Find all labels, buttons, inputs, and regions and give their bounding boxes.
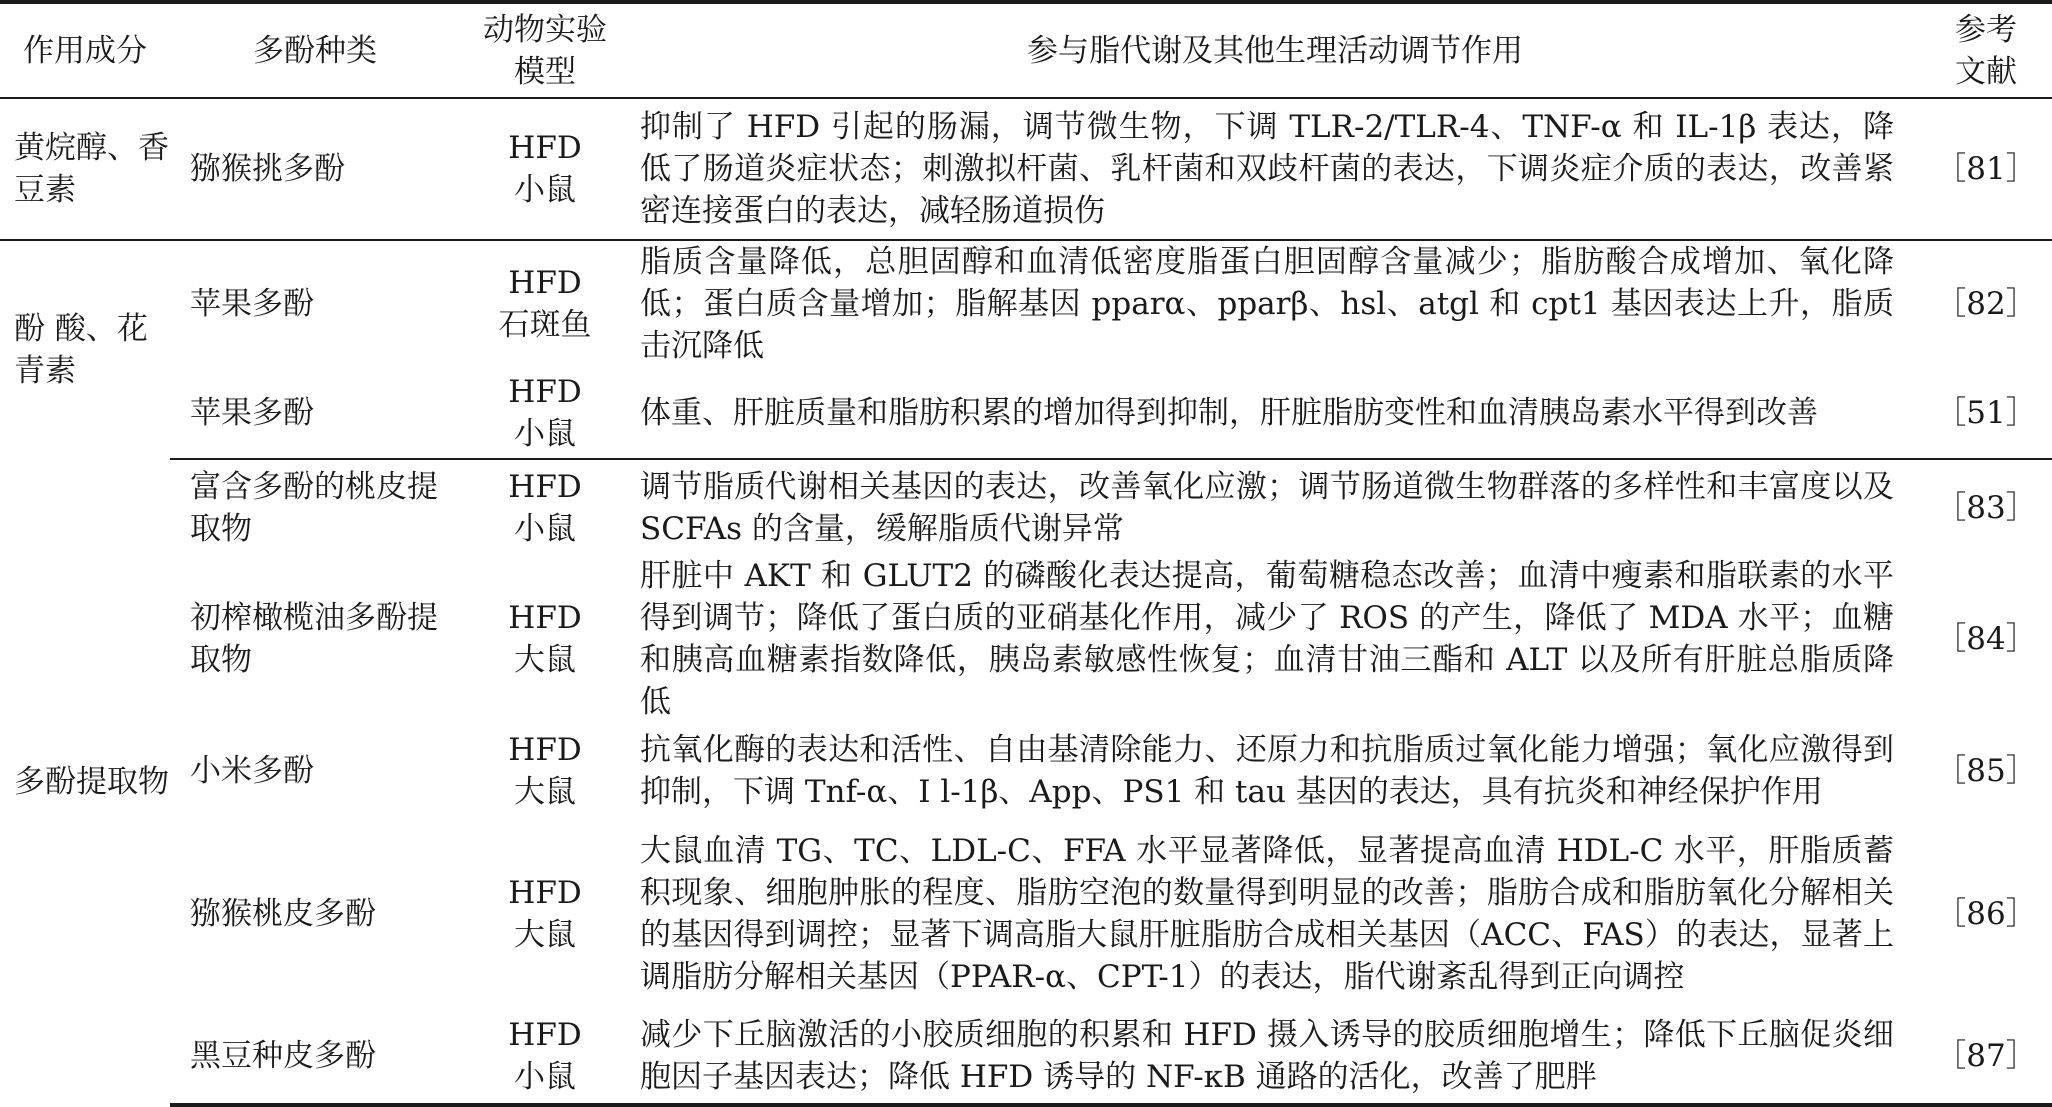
ref-cell: ［82］ bbox=[1935, 286, 2037, 322]
component-cell: 酚 酸、花青素 bbox=[14, 311, 148, 389]
polyphenol-cell: 苹果多酚 bbox=[190, 286, 314, 322]
effect-cell: 肝脏中 AKT 和 GLUT2 的磷酸化表达提高，葡萄糖稳态改善；血清中瘦素和脂联素的水平得到调节；降低了蛋白质的亚硝基化作用，减少了 ROS 的产生，降低了 MDA 水平；血糖和胰高血糖素指数降低，胰岛素敏感性恢复；血清甘油三酯和 ALT 以及所有肝脏总脂质降低 bbox=[640, 558, 1894, 720]
table-row bbox=[0, 819, 2052, 1009]
effect-cell: 抑制了 HFD 引起的肠漏，调节微生物，下调 TLR-2/TLR-4、TNF-α 和 IL-1β 表达，降低了肠道炎症状态；刺激拟杆菌、乳杆菌和双歧杆菌的表达，下调炎症介质的表达，改善紧密连接蛋白的表达，减轻肠道损伤 bbox=[630, 98, 1920, 240]
model-line1: HFD bbox=[508, 130, 582, 166]
table-row bbox=[0, 459, 2052, 555]
header-ref bbox=[1920, 2, 2052, 98]
table-row bbox=[0, 723, 2052, 819]
header-ref-line2: 文献 bbox=[1955, 53, 2017, 90]
polyphenol-cell: 初榨橄榄油多酚提取物 bbox=[190, 600, 438, 678]
model-cell bbox=[460, 819, 630, 1009]
effect-cell: 调节脂质代谢相关基因的表达，改善氧化应激；调节肠道微生物群落的多样性和丰富度以及 SCFAs 的含量，缓解脂质代谢异常 bbox=[640, 468, 1894, 547]
component-cell: 多酚提取物 bbox=[14, 764, 169, 800]
model-cell bbox=[460, 555, 630, 723]
model-line2: 小鼠 bbox=[514, 172, 576, 208]
header-effect: 参与脂代谢及其他生理活动调节作用 bbox=[630, 2, 1920, 98]
ref-cell: ［87］ bbox=[1920, 1009, 2052, 1105]
table-row bbox=[0, 240, 2052, 367]
model-line2: 大鼠 bbox=[514, 774, 576, 810]
model-line1: HFD bbox=[508, 373, 582, 410]
ref-cell: ［81］ bbox=[1920, 98, 2052, 240]
table-header-row bbox=[0, 2, 2052, 98]
effect-cell: 抗氧化酶的表达和活性、自由基清除能力、还原力和抗脂质过氧化能力增强；氧化应激得到抑制，下调 Tnf-α、I l-1β、App、PS1 和 tau 基因的表达，具有抗炎和神经保护作用 bbox=[640, 732, 1894, 810]
model-cell bbox=[460, 723, 630, 819]
effect-cell: 减少下丘脑激活的小胶质细胞的积累和 HFD 摄入诱导的胶质细胞增生；降低下丘脑促炎细胞因子基因表达；降低 HFD 诱导的 NF-κB 通路的活化，改善了肥胖 bbox=[630, 1009, 1920, 1105]
header-ref-line1: 参考 bbox=[1955, 11, 2017, 48]
polyphenol-cell: 富含多酚的桃皮提取物 bbox=[190, 468, 438, 547]
table-row bbox=[0, 555, 2052, 723]
model-line2: 石斑鱼 bbox=[498, 307, 592, 343]
model-cell bbox=[460, 98, 630, 240]
model-line2: 小鼠 bbox=[514, 415, 576, 452]
effect-cell: 体重、肝脏质量和脂肪积累的增加得到抑制，肝脏脂肪变性和血清胰岛素水平得到改善 bbox=[630, 367, 1920, 459]
model-line2: 小鼠 bbox=[514, 1059, 576, 1095]
ref-cell: ［85］ bbox=[1935, 753, 2037, 789]
ref-cell: ［83］ bbox=[1935, 489, 2037, 526]
model-line1: HFD bbox=[508, 875, 582, 911]
model-line1: HFD bbox=[508, 265, 582, 301]
model-line1: HFD bbox=[508, 600, 582, 636]
model-cell bbox=[460, 367, 630, 459]
model-line1: HFD bbox=[508, 468, 582, 505]
component-cell: 黄烷醇、香豆素 bbox=[0, 98, 170, 240]
header-polyphenol-type: 多酚种类 bbox=[170, 2, 460, 98]
model-line2: 小鼠 bbox=[514, 510, 576, 547]
effect-cell: 大鼠血清 TG、TC、LDL-C、FFA 水平显著降低，显著提高血清 HDL-C 水平，肝脂质蓄积现象、细胞肿胀的程度、脂肪空泡的数量得到明显的改善；脂肪合成和脂肪氧化分解相关的基因得到调控；显著下调高脂大鼠肝脏脂肪合成相关基因（ACC、FAS）的表达，显著上调脂肪分解相关基因（PPAR-α、CPT-1）的表达，脂代谢紊乱得到正向调控 bbox=[640, 833, 1894, 995]
header-model bbox=[460, 2, 630, 98]
ref-cell: ［51］ bbox=[1920, 367, 2052, 459]
model-line2: 大鼠 bbox=[514, 917, 576, 953]
header-component: 作用成分 bbox=[0, 2, 170, 98]
polyphenol-cell: 猕猴桃皮多酚 bbox=[190, 896, 376, 932]
model-line1: HFD bbox=[508, 732, 582, 768]
ref-cell: ［84］ bbox=[1935, 621, 2037, 657]
polyphenol-cell: 黑豆种皮多酚 bbox=[170, 1009, 460, 1105]
polyphenol-cell: 猕猴挑多酚 bbox=[170, 98, 460, 240]
model-line2: 大鼠 bbox=[514, 642, 576, 678]
header-model-line2: 模型 bbox=[514, 53, 576, 90]
model-cell bbox=[460, 1009, 630, 1105]
model-cell bbox=[460, 240, 630, 367]
polyphenol-cell: 苹果多酚 bbox=[170, 367, 460, 459]
header-model-line1: 动物实验 bbox=[483, 11, 607, 48]
model-line1: HFD bbox=[508, 1017, 582, 1053]
table-row bbox=[0, 367, 2052, 459]
effect-cell: 脂质含量降低，总胆固醇和血清低密度脂蛋白胆固醇含量减少；脂肪酸合成增加、氧化降低；蛋白质含量增加；脂解基因 pparα、pparβ、hsl、atgl 和 cpt1 基因表达上升，脂质击沉降低 bbox=[640, 244, 1894, 364]
table-row bbox=[0, 1009, 2052, 1105]
table-row bbox=[0, 98, 2052, 240]
model-cell bbox=[460, 459, 630, 555]
polyphenol-cell: 小米多酚 bbox=[190, 753, 314, 789]
ref-cell: ［86］ bbox=[1935, 896, 2037, 932]
